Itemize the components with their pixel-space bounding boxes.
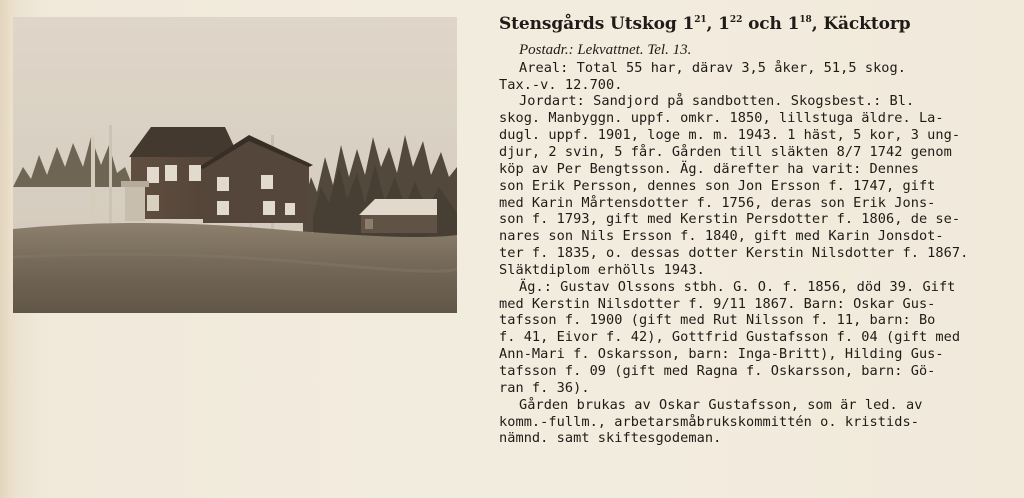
farmhouse-photo (13, 17, 457, 313)
text-line: Jordart: Sandjord på sandbotten. Skogsbest.: Bl. (519, 93, 915, 110)
title-superscript-2: 22 (729, 15, 743, 25)
text-line: ter f. 1835, o. dessas dotter Kerstin Nilsdotter f. 1867. (499, 245, 969, 262)
title-superscript-3: 18 (799, 15, 812, 25)
title-suffix: , Käcktorp (811, 14, 911, 34)
paragraph-owners (499, 279, 971, 397)
text-line: nares son Nils Ersson f. 1840, gift med Karin Jonsdot- (499, 228, 944, 245)
text-line: Ann-Mari f. Oskarsson, barn: Inga-Britt), Hilding Gus- (499, 346, 944, 363)
text-line: köp av Per Bengtsson. Äg. därefter ha varit: Dennes (499, 160, 919, 177)
text-line: son Erik Persson, dennes son Jon Ersson f. 1747, gift (499, 177, 936, 194)
text-line: f. 41, Eivor f. 42), Gottfrid Gustafsson f. 04 (gift med (499, 329, 961, 346)
text-line: Tax.-v. 12.700. (499, 76, 623, 93)
text-line: med Karin Mårtensdotter f. 1756, deras son Erik Jons- (499, 194, 936, 211)
title-separator-1: , 1 (706, 14, 730, 34)
text-line: nämnd. samt skiftesgodeman. (499, 430, 722, 447)
paragraph-management (499, 397, 971, 448)
text-line: Släktdiplom erhölls 1943. (499, 261, 705, 278)
text-line: Gården brukas av Oskar Gustafsson, som är led. av (519, 396, 923, 413)
farmhouse-photo-image (13, 17, 457, 313)
text-line: tafsson f. 1900 (gift med Rut Nilsson f. 11, barn: Bo (499, 312, 936, 329)
text-line: dugl. uppf. 1901, loge m. m. 1943. 1 häst, 5 kor, 3 ung- (499, 127, 961, 144)
text-line: komm.-fullm., arbetarsmåbrukskommittén o. kristids- (499, 413, 919, 430)
entry-title (499, 15, 971, 35)
farm-entry (499, 15, 971, 447)
title-superscript-1: 21 (694, 15, 707, 25)
title-separator-2: och 1 (742, 14, 800, 34)
text-line: ran f. 36). (499, 379, 590, 396)
text-line: son f. 1793, gift med Kerstin Persdotter f. 1806, de se- (499, 211, 961, 228)
title-name: Stensgårds Utskog 1 (499, 14, 695, 34)
paragraph-soil-history (499, 93, 971, 278)
text-line: tafsson f. 09 (gift med Ragna f. Oskarsson, barn: Gö- (499, 362, 936, 379)
text-line: Areal: Total 55 har, därav 3,5 åker, 51,5 skog. (519, 59, 907, 76)
text-line: med Kerstin Nilsdotter f. 9/11 1867. Barn: Oskar Gus- (499, 295, 936, 312)
text-line: Äg.: Gustav Olssons stbh. G. O. f. 1856, död 39. Gift (519, 278, 956, 295)
paragraph-area (499, 60, 971, 94)
postal-address: Postadr.: Lekvattnet. Tel. 13. (519, 41, 692, 58)
text-line: skog. Manbyggn. uppf. omkr. 1850, lillstuga äldre. La- (499, 110, 944, 127)
text-line: djur, 2 svin, 5 får. Gården till släkten 8/7 1742 genom (499, 144, 952, 161)
